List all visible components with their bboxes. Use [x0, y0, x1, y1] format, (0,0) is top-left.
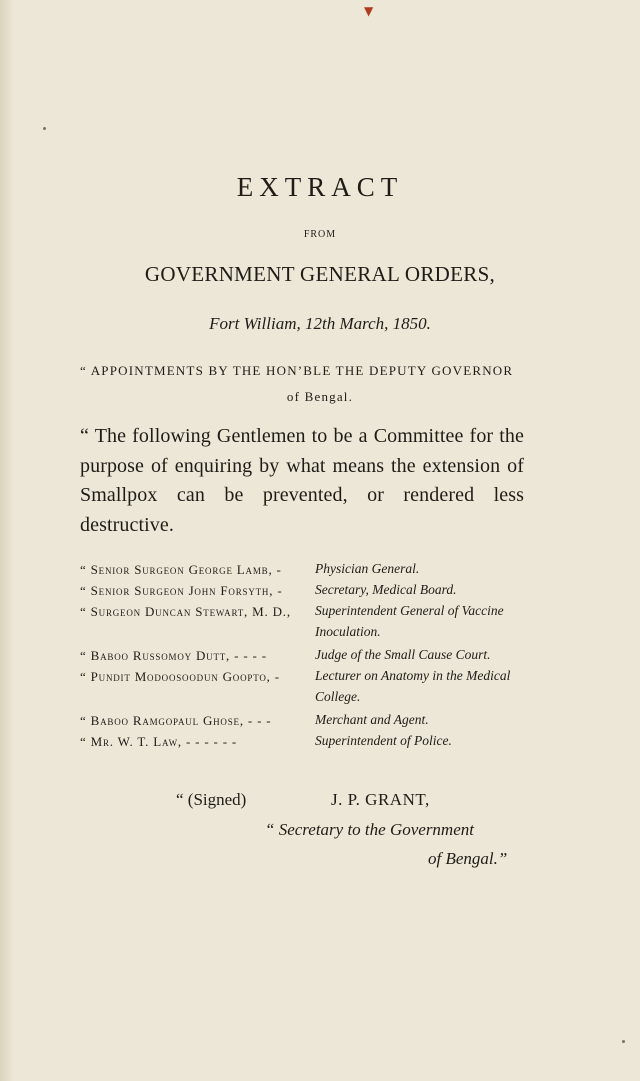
orders-heading: GOVERNMENT GENERAL ORDERS,: [144, 262, 496, 286]
red-mark: ▼: [364, 4, 374, 18]
member-name: “ Baboo Russomoy Dutt, - - - -: [80, 648, 267, 663]
member-role: Secretary, Medical Board.: [315, 582, 457, 597]
appointments-heading-cont: of Bengal.: [286, 389, 354, 404]
member-role: Superintendent of Police.: [315, 733, 452, 748]
speck: [43, 127, 46, 130]
member-role: Physician General.: [315, 561, 420, 576]
signatory-title-cont: of Bengal.”: [428, 849, 508, 868]
member-role: Merchant and Agent.: [315, 712, 429, 727]
member-name: “ Baboo Ramgopaul Ghose, - - -: [80, 713, 272, 728]
member-name: “ Surgeon Duncan Stewart, M. D.,: [80, 604, 291, 619]
page-edge-shadow: [0, 0, 14, 1081]
speck: [622, 1040, 625, 1043]
signatory-title: “ Secretary to the Government: [265, 820, 474, 839]
member-name: “ Pundit Modoosoodun Goopto, -: [80, 669, 280, 684]
member-name: “ Mr. W. T. Law, - - - - - -: [80, 734, 238, 749]
member-role: Lecturer on Anatomy in the Medical College.: [315, 668, 511, 704]
document-title: EXTRACT: [236, 172, 404, 202]
member-name: “ Senior Surgeon George Lamb, -: [80, 562, 282, 577]
committee-paragraph: “ The following Gentlemen to be a Committee for the purpose of enquiring by what means the extension of Smallpox can be prevented, or rendered less destructive.: [80, 425, 524, 536]
member-role: Superintendent General of Vaccine Inoculation.: [315, 603, 504, 639]
signed-label: “ (Signed): [176, 790, 247, 809]
member-role: Judge of the Small Cause Court.: [315, 647, 491, 662]
member-name: “ Senior Surgeon John Forsyth, -: [80, 583, 283, 598]
from-label: FROM: [303, 229, 337, 240]
appointments-heading: “ APPOINTMENTS BY THE HON’BLE THE DEPUTY GOVERNOR: [80, 363, 514, 378]
signatory-name: J. P. GRANT,: [331, 790, 430, 809]
place-and-date: Fort William, 12th March, 1850.: [209, 314, 431, 333]
